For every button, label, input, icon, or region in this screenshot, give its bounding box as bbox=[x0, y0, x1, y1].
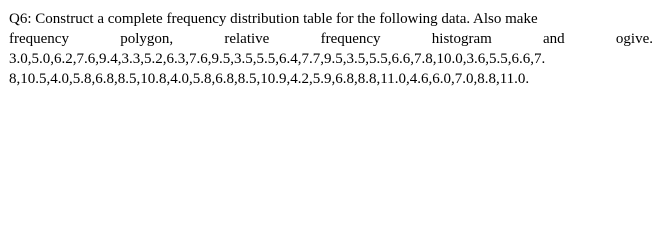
question-word: relative bbox=[224, 31, 270, 47]
question-word: histogram bbox=[431, 31, 492, 47]
question-word: frequency bbox=[9, 31, 69, 47]
data-values-line-2: 8,10.5,4.0,5.8,6.8,8.5,10.8,4.0,5.8,6.8,8.5,10.9,4.2,5.9,6.8,8.8,11.0,4.6,6.0,7.0,8.8,11.0. bbox=[9, 71, 530, 87]
question-word: ogive. bbox=[615, 31, 653, 47]
question-word: frequency bbox=[320, 31, 381, 47]
question-line-2 bbox=[9, 29, 653, 49]
data-values-line-1: 3.0,5.0,6.2,7.6,9.4,3.3,5.2,6.3,7.6,9.5,3.5,5.5,6.4,7.7,9.5,3.5,5.5,6.6,7.8,10.0,3.6,5.5,6.6,7. bbox=[9, 51, 546, 67]
question-word: and bbox=[543, 31, 565, 47]
question-line-1: Q6: Construct a complete frequency distribution table for the following data. Also make bbox=[9, 11, 538, 27]
question-block bbox=[9, 9, 653, 89]
question-word: polygon, bbox=[120, 31, 174, 47]
